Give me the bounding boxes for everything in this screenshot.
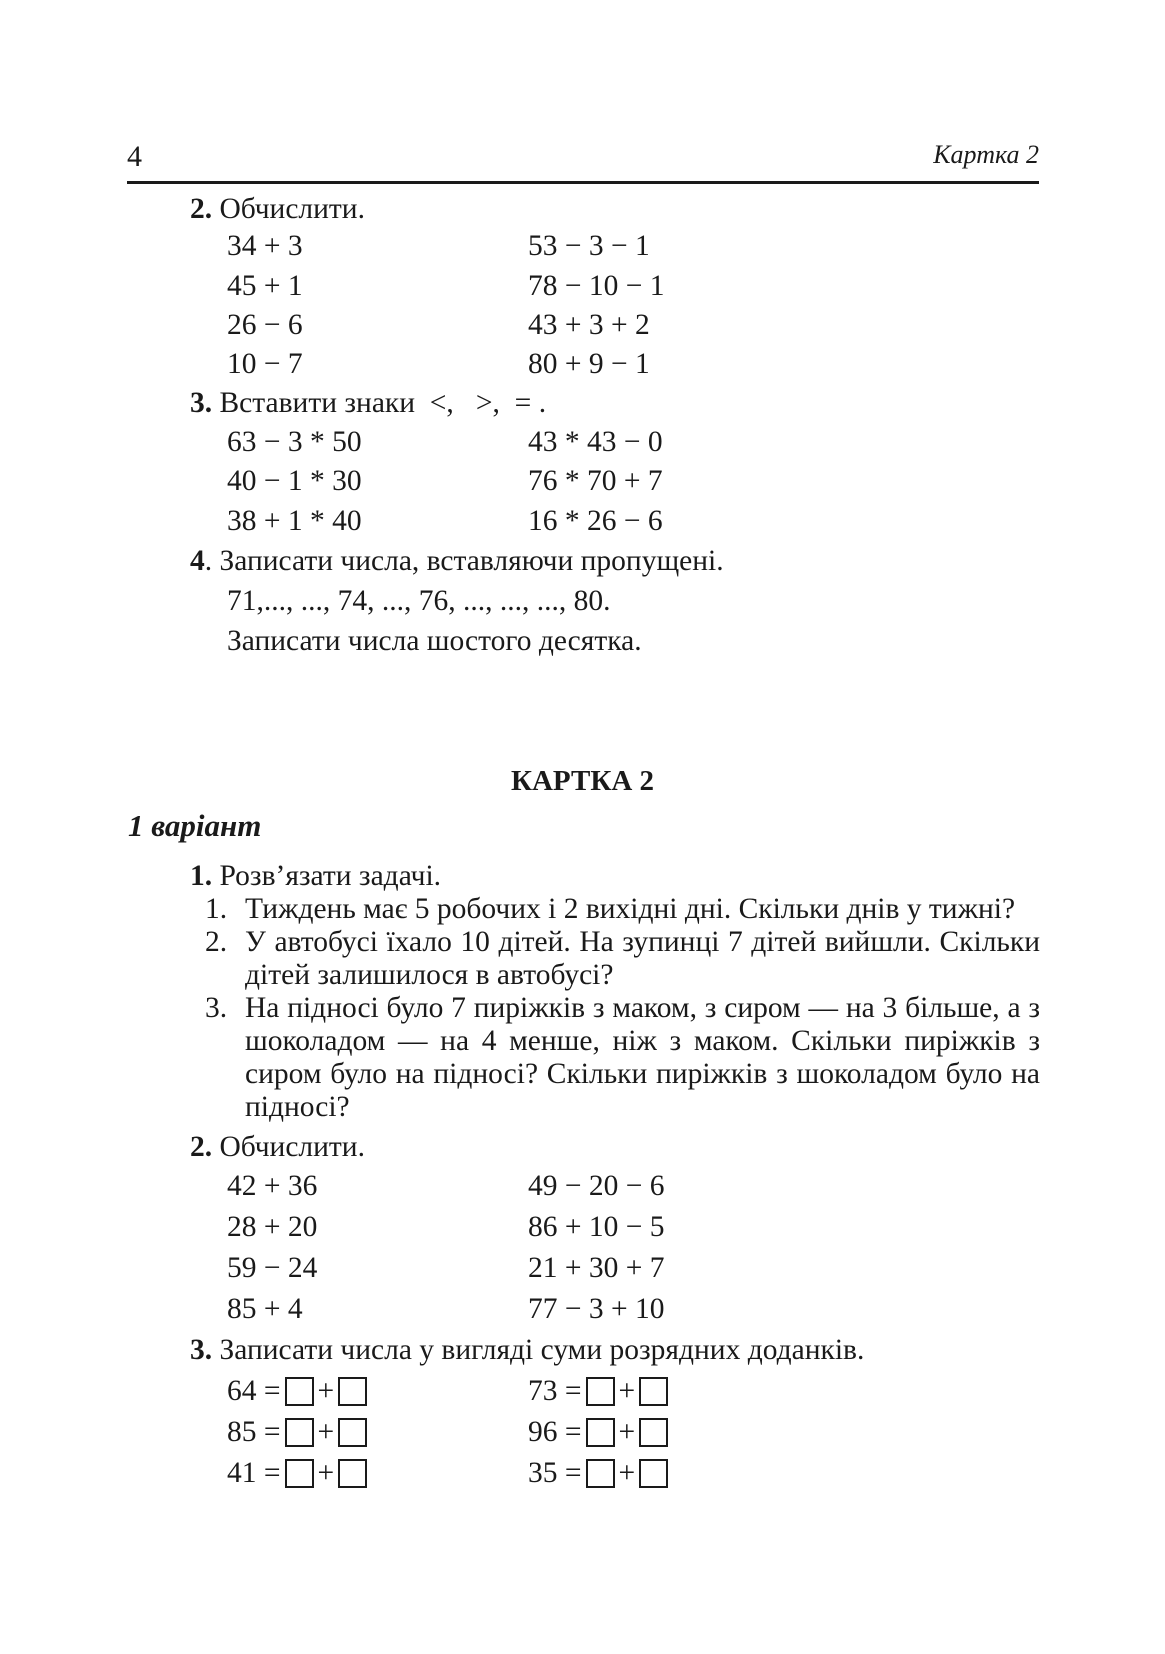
expression: 77 − 3 + 10 (528, 1293, 665, 1325)
expression: 16 * 26 − 6 (528, 505, 663, 537)
expression: 26 − 6 (227, 309, 303, 341)
place-value-equation: 96 = + (528, 1418, 672, 1448)
expression: 38 + 1 * 40 (227, 505, 362, 537)
answer-box (639, 1377, 668, 1406)
expression: 21 + 30 + 7 (528, 1252, 665, 1284)
expression: 86 + 10 − 5 (528, 1211, 665, 1243)
task-heading: 4. Записати числа, вставляючи пропущені. (190, 545, 724, 577)
answer-box (586, 1377, 615, 1406)
task-heading: 1. Розв’язати задачі. (190, 860, 442, 892)
place-value-equation: 73 = + (528, 1377, 672, 1407)
answer-box (285, 1377, 314, 1406)
answer-box (586, 1418, 615, 1447)
expression: 28 + 20 (227, 1211, 318, 1243)
task-instruction: Записати числа шостого десятка. (227, 625, 642, 657)
page-header (127, 140, 1039, 182)
place-value-equation: 85 = + (227, 1418, 371, 1448)
task-heading: 2. Обчислити. (190, 193, 365, 225)
variant-heading: 1 варіант (128, 808, 262, 843)
answer-box (586, 1459, 615, 1488)
answer-box (639, 1418, 668, 1447)
answer-box (338, 1377, 367, 1406)
card-title: КАРТКА 2 (510, 765, 655, 797)
expression: 63 − 3 * 50 (227, 426, 362, 458)
expression: 76 * 70 + 7 (528, 465, 663, 497)
page: 4 Картка 2 2. Обчислити. 34 + 3 53 − 3 − 1 45 + 1 78 − 10 − 1 26 − 6 43 + 3 + 2 10 − 7 80 + 9 − 1 3. Вставити знаки <, >, = . 63 − 3 * 50 43 * 43 − 0 40 − 1 * 30 76 * 70 + 7 38 + 1 * 40 16 * 26 − 6 4. Записати числа, вставляючи пропущені. 71,..., ..., 74, ..., 76, ..., ..., ..., 80. Записати числа шостого десятка. КАРТКА 2 1 варіант 1. Розв’язати задачі. 1. Тиждень має 5 робочих і 2 вихідні дні. Скільки днів у тижні? 2. У автобусі їхало 10 дітей. На зупинці 7 дітей вийшли. Скільки дітей залишилося в автобусі? 3. На підносі було 7 пиріжків з маком, з сиром — на 3 більше, а з шоколадом — на 4 менше, ніж з маком. Скільки пиріжків з сиром було на підносі? Скільки пиріжків з шоколадом було на підносі? 2. Обчислити. 42 + 36 49 − 20 − 6 28 + 20 86 + 10 − 5 59 − 24 21 + 30 + 7 85 + 4 77 − 3 + 10 3. Записати числа у вигляді суми розрядних доданків. 64 = + 73 = + 85 = + 96 = + 41 = + 35 = + (0, 0, 1165, 1654)
expression: 40 − 1 * 30 (227, 465, 362, 497)
number-sequence: 71,..., ..., 74, ..., 76, ..., ..., ..., 80. (227, 585, 611, 617)
page-number: 4 (127, 140, 142, 173)
answer-box (285, 1418, 314, 1447)
header-rule (127, 181, 1039, 184)
answer-box (639, 1459, 668, 1488)
expression: 43 * 43 − 0 (528, 426, 663, 458)
expression: 80 + 9 − 1 (528, 348, 650, 380)
place-value-equation: 35 = + (528, 1459, 672, 1489)
expression: 78 − 10 − 1 (528, 270, 665, 302)
answer-box (338, 1418, 367, 1447)
task-heading: 3. Записати числа у вигляді суми розрядних доданків. (190, 1334, 865, 1366)
expression: 45 + 1 (227, 270, 303, 302)
expression: 10 − 7 (227, 348, 303, 380)
place-value-equation: 64 = + (227, 1377, 371, 1407)
expression: 49 − 20 − 6 (528, 1170, 665, 1202)
expression: 42 + 36 (227, 1170, 318, 1202)
expression: 59 − 24 (227, 1252, 318, 1284)
running-title: Картка 2 (933, 140, 1039, 169)
expression: 34 + 3 (227, 230, 303, 262)
expression: 53 − 3 − 1 (528, 230, 650, 262)
answer-box (338, 1459, 367, 1488)
expression: 85 + 4 (227, 1293, 303, 1325)
place-value-equation: 41 = + (227, 1459, 371, 1489)
expression: 43 + 3 + 2 (528, 309, 650, 341)
task-heading: 2. Обчислити. (190, 1131, 365, 1163)
answer-box (285, 1459, 314, 1488)
task-heading: 3. Вставити знаки <, >, = . (190, 387, 547, 419)
